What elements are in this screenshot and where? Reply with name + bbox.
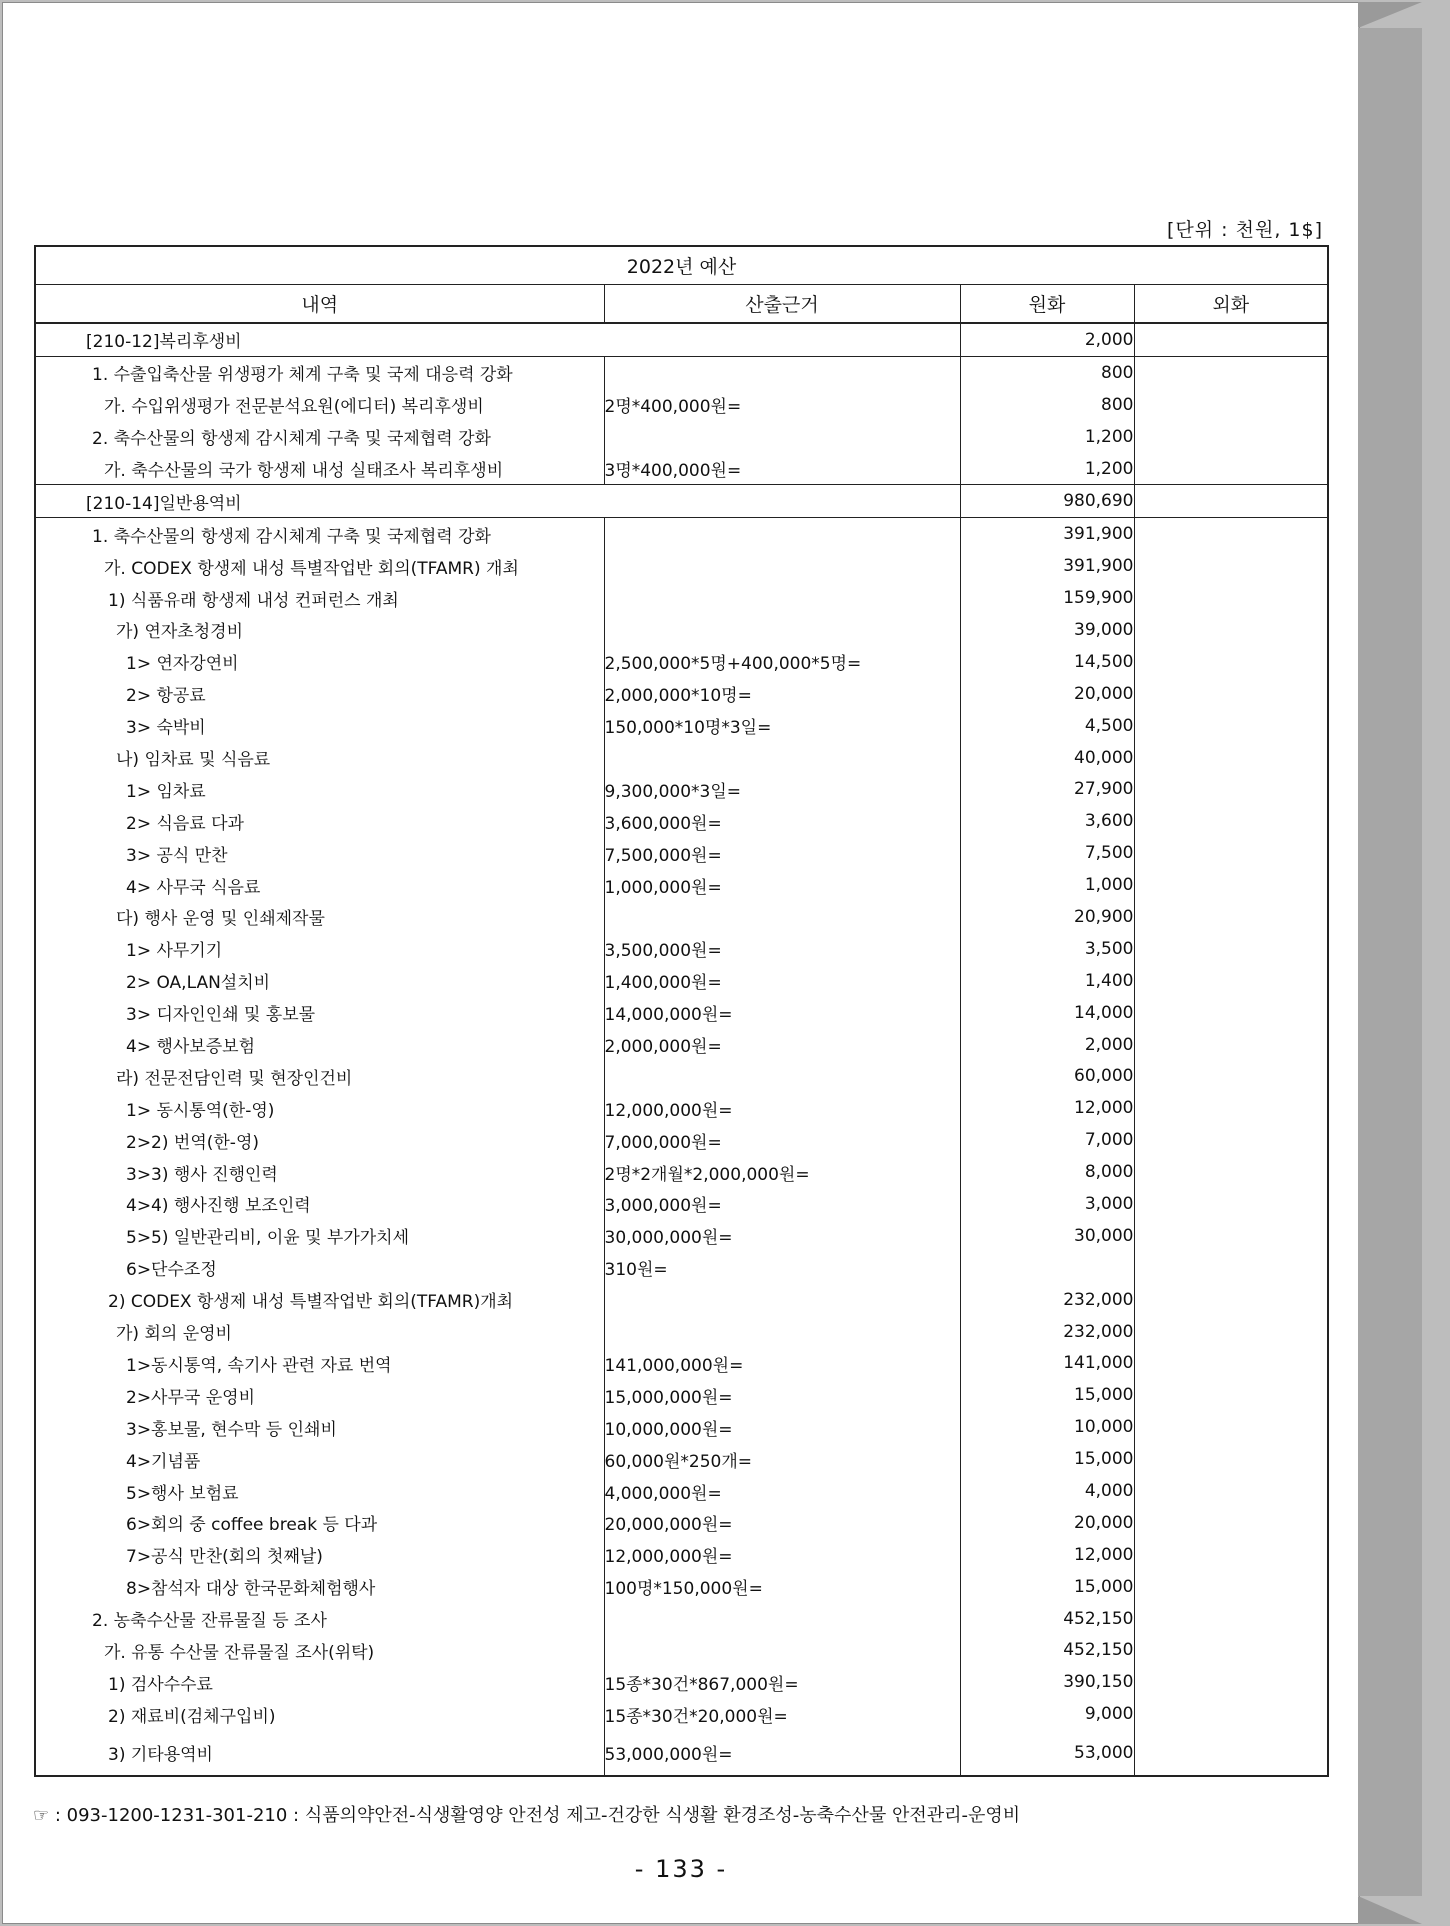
row-foreign: [1134, 742, 1328, 774]
row-krw: 232,000: [960, 1284, 1134, 1316]
row-basis: [604, 518, 960, 550]
row-krw: 391,900: [960, 550, 1134, 582]
row-krw: 232,000: [960, 1316, 1134, 1348]
table-row: [35, 1156, 1328, 1188]
row-foreign: [1134, 1730, 1328, 1776]
row-item: 가. 축수산물의 국가 항생제 내성 실태조사 복리후생비: [35, 453, 604, 485]
row-krw: 20,000: [960, 678, 1134, 710]
row-basis: 2,500,000*5명+400,000*5명=: [604, 646, 960, 678]
row-basis: 3,000,000원=: [604, 1188, 960, 1220]
table-row: [35, 1188, 1328, 1220]
row-item: 가. 수입위생평가 전문분석요원(에디터) 복리후생비: [35, 389, 604, 421]
row-item: 4> 행사보증보험: [35, 1029, 604, 1061]
row-krw: 39,000: [960, 614, 1134, 646]
row-basis: 3,600,000원=: [604, 805, 960, 837]
row-basis: 14,000,000원=: [604, 997, 960, 1029]
row-krw: 800: [960, 389, 1134, 421]
row-krw: 15,000: [960, 1443, 1134, 1475]
row-item: 가. CODEX 항생제 내성 특별작업반 회의(TFAMR) 개최: [35, 550, 604, 582]
row-item: 3> 디자인인쇄 및 홍보물: [35, 997, 604, 1029]
row-basis: 150,000*10명*3일=: [604, 710, 960, 742]
row-basis: [604, 421, 960, 453]
row-foreign: [1134, 1188, 1328, 1220]
row-item: 3>홍보물, 현수막 등 인쇄비: [35, 1411, 604, 1443]
table-row: [35, 1635, 1328, 1667]
table-row: [35, 1316, 1328, 1348]
row-krw: 980,690: [960, 485, 1134, 518]
row-krw: 800: [960, 356, 1134, 388]
row-basis: 10,000,000원=: [604, 1411, 960, 1443]
row-foreign: [1134, 323, 1328, 356]
page-number: - 133 -: [634, 1855, 728, 1883]
table-row: [35, 1411, 1328, 1443]
row-foreign: [1134, 1124, 1328, 1156]
row-item: 2> 항공료: [35, 678, 604, 710]
table-row: [35, 1603, 1328, 1635]
row-item: 다) 행사 운영 및 인쇄제작물: [35, 901, 604, 933]
table-row: [35, 933, 1328, 965]
row-krw: 7,500: [960, 837, 1134, 869]
row-krw: 390,150: [960, 1666, 1134, 1698]
row-krw: 3,500: [960, 933, 1134, 965]
row-foreign: [1134, 1092, 1328, 1124]
row-krw: 391,900: [960, 518, 1134, 550]
row-krw: 452,150: [960, 1635, 1134, 1667]
table-section-row: [35, 323, 1328, 356]
table-body: [35, 323, 1328, 1776]
table-row: [35, 1507, 1328, 1539]
row-foreign: [1134, 710, 1328, 742]
row-item: 3) 기타용역비: [35, 1730, 604, 1776]
row-basis: [604, 1060, 960, 1092]
document-page: [2, 2, 1360, 1924]
table-row: [35, 356, 1328, 388]
row-basis: [604, 742, 960, 774]
row-basis: [604, 1316, 960, 1348]
row-foreign: [1134, 550, 1328, 582]
table-row: [35, 837, 1328, 869]
row-foreign: [1134, 1507, 1328, 1539]
page-stack-edge-bottom: [1358, 1896, 1422, 1924]
row-foreign: [1134, 1284, 1328, 1316]
table-row: [35, 1252, 1328, 1284]
row-basis: 3,500,000원=: [604, 933, 960, 965]
row-basis: [604, 485, 960, 518]
row-foreign: [1134, 1603, 1328, 1635]
row-item: 3>3) 행사 진행인력: [35, 1156, 604, 1188]
row-foreign: [1134, 646, 1328, 678]
row-krw: 159,900: [960, 582, 1134, 614]
row-item: 2) CODEX 항생제 내성 특별작업반 회의(TFAMR)개최: [35, 1284, 604, 1316]
row-krw: 1,200: [960, 453, 1134, 485]
row-item: 3> 숙박비: [35, 710, 604, 742]
row-item: 1> 동시통역(한-영): [35, 1092, 604, 1124]
row-basis: [604, 323, 960, 356]
table-row: [35, 582, 1328, 614]
row-krw: 15,000: [960, 1379, 1134, 1411]
row-item: 가. 유통 수산물 잔류물질 조사(위탁): [35, 1635, 604, 1667]
table-row: [35, 1730, 1328, 1776]
row-basis: 4,000,000원=: [604, 1475, 960, 1507]
table-row: [35, 742, 1328, 774]
table-row: [35, 453, 1328, 485]
table-row: [35, 1666, 1328, 1698]
page-stack-edge-top: [1358, 2, 1422, 28]
row-krw: 12,000: [960, 1539, 1134, 1571]
page-stack-edge: [1358, 28, 1422, 1896]
table-row: [35, 389, 1328, 421]
table-row: [35, 1571, 1328, 1603]
table-row: [35, 1092, 1328, 1124]
row-item: 2>사무국 운영비: [35, 1379, 604, 1411]
row-item: 2> 식음료 다과: [35, 805, 604, 837]
row-krw: 7,000: [960, 1124, 1134, 1156]
row-item: 2) 재료비(검체구입비): [35, 1698, 604, 1730]
table-row: [35, 421, 1328, 453]
row-item: 1>동시통역, 속기사 관련 자료 번역: [35, 1348, 604, 1380]
row-item: 가) 연자초청경비: [35, 614, 604, 646]
row-basis: [604, 1635, 960, 1667]
row-item: 1> 연자강연비: [35, 646, 604, 678]
row-basis: 7,000,000원=: [604, 1124, 960, 1156]
table-row: [35, 710, 1328, 742]
row-foreign: [1134, 1348, 1328, 1380]
row-item: 1. 축수산물의 항생제 감시체계 구축 및 국제협력 강화: [35, 518, 604, 550]
table-row: [35, 550, 1328, 582]
table-row: [35, 614, 1328, 646]
row-item: 4> 사무국 식음료: [35, 869, 604, 901]
row-krw: 1,000: [960, 869, 1134, 901]
table-section-row: [35, 485, 1328, 518]
row-item: 2>2) 번역(한-영): [35, 1124, 604, 1156]
row-krw: 2,000: [960, 323, 1134, 356]
row-foreign: [1134, 485, 1328, 518]
row-foreign: [1134, 965, 1328, 997]
table-row: [35, 678, 1328, 710]
row-basis: 3명*400,000원=: [604, 453, 960, 485]
header-basis: 산출근거: [604, 285, 960, 324]
row-basis: [604, 550, 960, 582]
row-basis: 2명*400,000원=: [604, 389, 960, 421]
row-item: 1) 검사수수료: [35, 1666, 604, 1698]
unit-label: [단위 : 천원, 1$]: [1167, 219, 1323, 241]
row-foreign: [1134, 453, 1328, 485]
table-row: [35, 518, 1328, 550]
row-basis: [604, 1603, 960, 1635]
row-basis: 2명*2개월*2,000,000원=: [604, 1156, 960, 1188]
row-foreign: [1134, 1666, 1328, 1698]
header-item: 내역: [35, 285, 604, 324]
row-foreign: [1134, 1698, 1328, 1730]
table-row: [35, 1698, 1328, 1730]
row-foreign: [1134, 869, 1328, 901]
row-foreign: [1134, 997, 1328, 1029]
row-krw: 20,000: [960, 1507, 1134, 1539]
row-krw: 15,000: [960, 1571, 1134, 1603]
row-item: 8>참석자 대상 한국문화체험행사: [35, 1571, 604, 1603]
row-item: 1. 수출입축산물 위생평가 체계 구축 및 국제 대응력 강화: [35, 356, 604, 388]
row-item: 2. 축수산물의 항생제 감시체계 구축 및 국제협력 강화: [35, 421, 604, 453]
row-foreign: [1134, 1539, 1328, 1571]
row-basis: 12,000,000원=: [604, 1092, 960, 1124]
row-krw: 1,400: [960, 965, 1134, 997]
row-foreign: [1134, 1029, 1328, 1061]
row-item: 4>기념품: [35, 1443, 604, 1475]
row-foreign: [1134, 837, 1328, 869]
row-krw: 20,900: [960, 901, 1134, 933]
row-krw: 4,500: [960, 710, 1134, 742]
row-item: 6>회의 중 coffee break 등 다과: [35, 1507, 604, 1539]
row-krw: 3,600: [960, 805, 1134, 837]
row-foreign: [1134, 1156, 1328, 1188]
row-item: 6>단수조정: [35, 1252, 604, 1284]
table-row: [35, 1029, 1328, 1061]
row-foreign: [1134, 356, 1328, 388]
table-row: [35, 1443, 1328, 1475]
row-basis: 100명*150,000원=: [604, 1571, 960, 1603]
row-foreign: [1134, 933, 1328, 965]
row-basis: 310원=: [604, 1252, 960, 1284]
row-krw: 3,000: [960, 1188, 1134, 1220]
row-krw: 1,200: [960, 421, 1134, 453]
row-krw: 10,000: [960, 1411, 1134, 1443]
table-row: [35, 1124, 1328, 1156]
row-krw: 141,000: [960, 1348, 1134, 1380]
row-basis: [604, 901, 960, 933]
row-foreign: [1134, 773, 1328, 805]
row-krw: 40,000: [960, 742, 1134, 774]
row-foreign: [1134, 678, 1328, 710]
table-row: [35, 869, 1328, 901]
row-item: 5>5) 일반관리비, 이윤 및 부가가치세: [35, 1220, 604, 1252]
row-foreign: [1134, 1571, 1328, 1603]
row-foreign: [1134, 614, 1328, 646]
table-row: [35, 646, 1328, 678]
row-krw: 8,000: [960, 1156, 1134, 1188]
footnote: ☞ : 093-1200-1231-301-210 : 식품의약안전-식생활영양 안전성 제고-건강한 식생활 환경조성-농축수산물 안전관리-운영비: [33, 1805, 1021, 1826]
row-krw: 2,000: [960, 1029, 1134, 1061]
row-foreign: [1134, 1443, 1328, 1475]
row-krw: 60,000: [960, 1060, 1134, 1092]
row-basis: [604, 582, 960, 614]
row-item: 1> 임차료: [35, 773, 604, 805]
row-basis: 9,300,000*3일=: [604, 773, 960, 805]
table-row: [35, 965, 1328, 997]
row-krw: 12,000: [960, 1092, 1134, 1124]
row-item: 5>행사 보험료: [35, 1475, 604, 1507]
row-krw: 30,000: [960, 1220, 1134, 1252]
row-item: [210-14]일반용역비: [35, 485, 604, 518]
row-foreign: [1134, 1475, 1328, 1507]
header-foreign: 외화: [1134, 285, 1328, 324]
header-krw: 원화: [960, 285, 1134, 324]
row-basis: 2,000,000원=: [604, 1029, 960, 1061]
row-foreign: [1134, 1252, 1328, 1284]
row-item: 1) 식품유래 항생제 내성 컨퍼런스 개최: [35, 582, 604, 614]
row-basis: 15종*30건*20,000원=: [604, 1698, 960, 1730]
table-row: [35, 1060, 1328, 1092]
budget-table: [34, 245, 1329, 1777]
row-foreign: [1134, 901, 1328, 933]
row-basis: 53,000,000원=: [604, 1730, 960, 1776]
table-row: [35, 1348, 1328, 1380]
row-basis: 60,000원*250개=: [604, 1443, 960, 1475]
row-foreign: [1134, 1379, 1328, 1411]
row-foreign: [1134, 1635, 1328, 1667]
row-item: 2. 농축수산물 잔류물질 등 조사: [35, 1603, 604, 1635]
row-foreign: [1134, 1220, 1328, 1252]
table-row: [35, 773, 1328, 805]
row-basis: 2,000,000*10명=: [604, 678, 960, 710]
row-krw: 452,150: [960, 1603, 1134, 1635]
row-krw: 9,000: [960, 1698, 1134, 1730]
row-foreign: [1134, 1316, 1328, 1348]
row-basis: 12,000,000원=: [604, 1539, 960, 1571]
row-basis: 20,000,000원=: [604, 1507, 960, 1539]
row-foreign: [1134, 518, 1328, 550]
row-foreign: [1134, 389, 1328, 421]
row-basis: 7,500,000원=: [604, 837, 960, 869]
table-row: [35, 901, 1328, 933]
row-krw: 14,000: [960, 997, 1134, 1029]
row-basis: 30,000,000원=: [604, 1220, 960, 1252]
row-item: 라) 전문전담인력 및 현장인건비: [35, 1060, 604, 1092]
row-item: 3> 공식 만찬: [35, 837, 604, 869]
row-item: 1> 사무기기: [35, 933, 604, 965]
table-row: [35, 1220, 1328, 1252]
row-foreign: [1134, 421, 1328, 453]
row-item: 4>4) 행사진행 보조인력: [35, 1188, 604, 1220]
row-krw: [960, 1252, 1134, 1284]
row-basis: 1,000,000원=: [604, 869, 960, 901]
row-item: 나) 임차료 및 식음료: [35, 742, 604, 774]
row-basis: [604, 1284, 960, 1316]
row-item: 2> OA,LAN설치비: [35, 965, 604, 997]
row-item: 7>공식 만찬(회의 첫째날): [35, 1539, 604, 1571]
row-basis: [604, 614, 960, 646]
table-row: [35, 805, 1328, 837]
table-row: [35, 1379, 1328, 1411]
row-foreign: [1134, 1411, 1328, 1443]
table-row: [35, 1475, 1328, 1507]
row-foreign: [1134, 805, 1328, 837]
row-basis: 15종*30건*867,000원=: [604, 1666, 960, 1698]
row-item: 가) 회의 운영비: [35, 1316, 604, 1348]
table-row: [35, 1539, 1328, 1571]
row-foreign: [1134, 582, 1328, 614]
row-basis: 1,400,000원=: [604, 965, 960, 997]
row-krw: 27,900: [960, 773, 1134, 805]
row-basis: 141,000,000원=: [604, 1348, 960, 1380]
row-basis: [604, 356, 960, 388]
row-item: [210-12]복리후생비: [35, 323, 604, 356]
table-row: [35, 997, 1328, 1029]
table-row: [35, 1284, 1328, 1316]
row-krw: 14,500: [960, 646, 1134, 678]
row-foreign: [1134, 1060, 1328, 1092]
row-krw: 53,000: [960, 1730, 1134, 1776]
row-krw: 4,000: [960, 1475, 1134, 1507]
table-title: 2022년 예산: [35, 246, 1328, 285]
row-basis: 15,000,000원=: [604, 1379, 960, 1411]
